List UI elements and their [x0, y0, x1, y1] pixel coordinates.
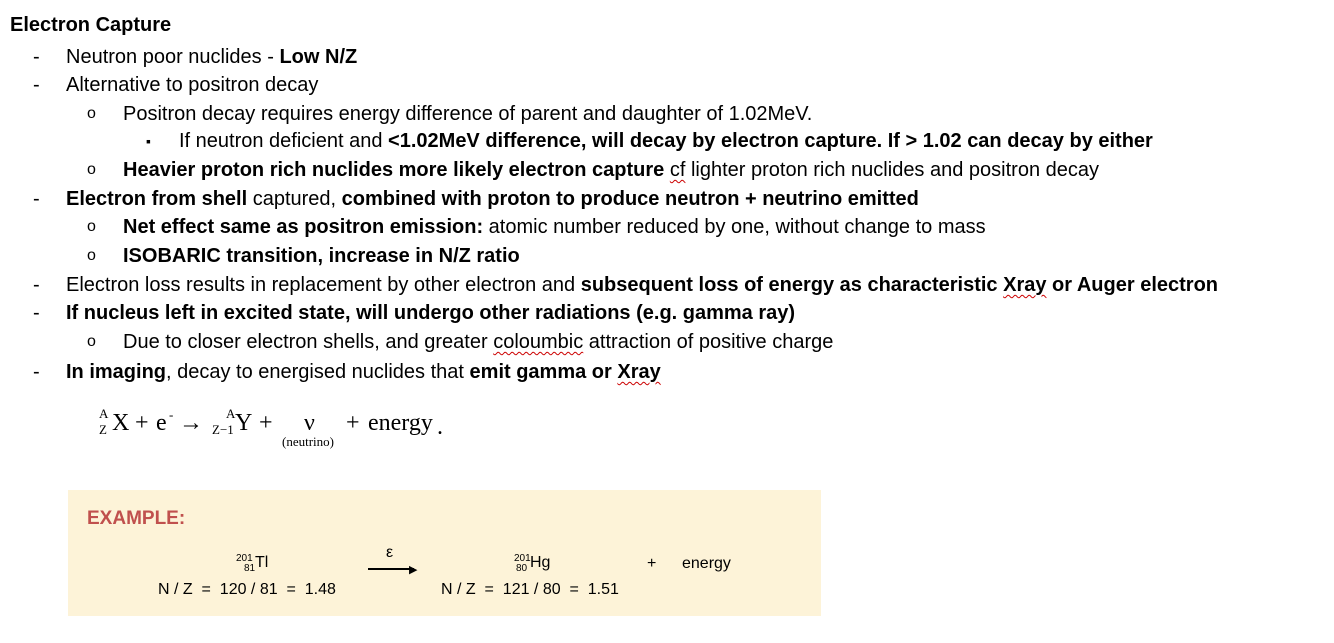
mass-number: 201	[236, 553, 253, 564]
text-bold: subsequent loss of energy as characteristic	[580, 274, 1004, 296]
text-bold: Electron from shell	[66, 188, 253, 210]
dash-bullet: -	[33, 74, 40, 96]
atomic-number: Z	[99, 422, 107, 437]
neutrino-symbol: ν	[304, 410, 315, 436]
energy-term: energy	[368, 410, 433, 436]
sub-bullet-heavier-proton	[123, 157, 1099, 183]
atomic-number: 81	[244, 563, 256, 574]
neutrino-label: (neutrino)	[282, 434, 334, 449]
mass-number: A	[226, 406, 236, 421]
atomic-number: 80	[516, 563, 528, 574]
circle-bullet: o	[87, 218, 96, 235]
spelling-flagged-text: coloumbic	[493, 331, 584, 353]
text: atomic number reduced by one, without change to mass	[483, 216, 986, 238]
text: attraction of positive charge	[583, 331, 834, 353]
daughter-symbol: Y	[235, 410, 253, 436]
dash-bullet: -	[33, 361, 40, 383]
bullet-imaging	[66, 359, 661, 385]
spelling-flagged-text: cf	[669, 159, 686, 181]
electron-symbol: e	[156, 410, 167, 436]
bullet-electron-from-shell	[66, 186, 919, 212]
text: Neutron poor nuclides -	[66, 46, 280, 68]
nz-ratio-parent: N / Z = 120 / 81 = 1.48	[158, 581, 336, 598]
circle-bullet: o	[87, 333, 96, 350]
spelling-flagged-text: Xray	[617, 361, 661, 383]
sub-bullet-closer-shells	[123, 329, 833, 355]
bullet-neutron-poor	[66, 44, 357, 70]
plus-sign: +	[135, 410, 149, 436]
dash-bullet: -	[33, 46, 40, 68]
text: If neutron deficient and	[179, 130, 389, 152]
bullet-excited-state	[66, 300, 795, 326]
text-bold: In imaging	[66, 361, 166, 383]
spelling-flagged-text: Xray	[1003, 274, 1047, 296]
atomic-number: Z−1	[212, 422, 234, 437]
dash-bullet: -	[33, 302, 40, 324]
text-bold: emit gamma or	[469, 361, 618, 383]
energy-term: energy	[682, 555, 731, 572]
text: Alternative to positron decay	[66, 74, 319, 96]
sub-bullet-isobaric	[123, 243, 520, 269]
dash-bullet: -	[33, 188, 40, 210]
mass-number: 201	[514, 553, 531, 564]
page-title: Electron Capture	[10, 14, 172, 36]
electron-capture-equation	[96, 402, 456, 452]
text: Electron loss results in replacement by other electron and	[66, 274, 581, 296]
text-bold: Low N/Z	[279, 46, 358, 68]
nz-ratio-daughter: N / Z = 121 / 80 = 1.51	[441, 581, 619, 598]
example-box	[68, 490, 821, 616]
mercury-symbol: Hg	[530, 554, 551, 571]
text: Due to closer electron shells, and greater	[123, 331, 494, 353]
text-bold: combined with proton to produce neutron + neutrino emitted	[341, 188, 919, 210]
text: lighter proton rich nuclides and positron decay	[685, 159, 1099, 181]
plus-sign: +	[346, 410, 360, 436]
bullet-alternative	[66, 72, 318, 98]
reaction-arrow	[368, 568, 414, 570]
mass-number: A	[99, 406, 109, 421]
epsilon-symbol: ε	[386, 544, 394, 561]
square-bullet: ▪	[146, 133, 151, 149]
bullet-electron-loss	[66, 272, 1218, 298]
electron-charge: -	[169, 407, 174, 422]
text-bold: Heavier proton rich nuclides more likely electron capture	[123, 159, 670, 181]
sub-sub-bullet-neutron-deficient	[179, 128, 1153, 154]
text-bold: Net effect same as positron emission:	[123, 216, 484, 238]
text-bold: If nucleus left in excited state, will undergo other radiations (e.g. gamma ray)	[66, 302, 796, 324]
sub-bullet-positron-requirement	[123, 101, 812, 127]
parent-symbol: X	[112, 410, 130, 436]
text-bold: <1.02MeV difference, will decay by electron capture. If > 1.02 can decay by either	[388, 130, 1153, 152]
example-label: EXAMPLE:	[87, 508, 186, 529]
plus-sign: +	[647, 555, 657, 572]
text-bold: ISOBARIC transition, increase in N/Z ratio	[123, 245, 520, 267]
thallium-symbol: Tl	[255, 554, 269, 571]
dash-bullet: -	[33, 274, 40, 296]
text: captured,	[252, 188, 342, 210]
text: Positron decay requires energy difference of parent and daughter of 1.02MeV.	[123, 103, 813, 125]
text-bold: or Auger electron	[1046, 274, 1218, 296]
arrow-symbol: →	[179, 410, 203, 436]
text: , decay to energised nuclides that	[166, 361, 470, 383]
circle-bullet: o	[87, 161, 96, 178]
period: .	[437, 414, 443, 440]
circle-bullet: o	[87, 247, 96, 264]
plus-sign: +	[259, 410, 273, 436]
sub-bullet-net-effect	[123, 214, 986, 240]
arrow-head-icon: ▶	[409, 564, 418, 576]
circle-bullet: o	[87, 105, 96, 122]
